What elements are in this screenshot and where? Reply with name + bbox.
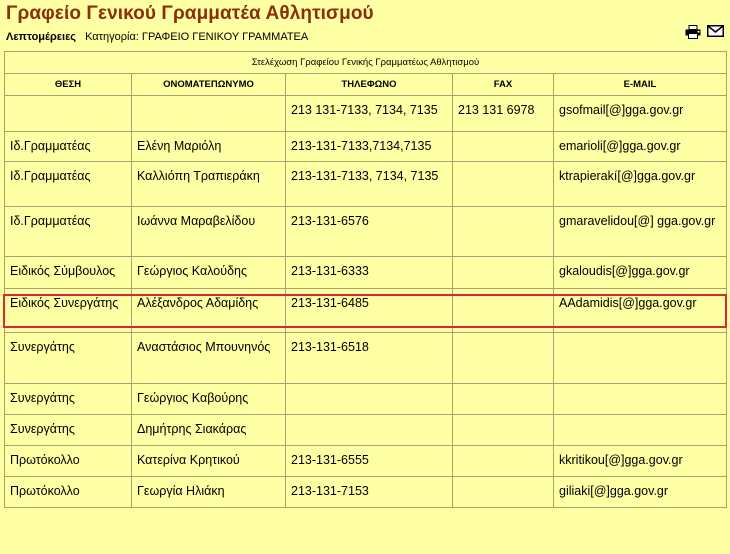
envelope-icon[interactable]: [707, 25, 724, 39]
table-caption: Στελέχωση Γραφείου Γενικής Γραμματέως Αθλητισμού: [5, 52, 727, 74]
fax-cell: [453, 446, 554, 477]
position-cell: Ειδικός Συνεργάτης: [5, 289, 132, 333]
phone-cell: 213-131-6333: [286, 257, 453, 289]
position-cell: Ειδικός Σύμβουλος: [5, 257, 132, 289]
name-cell: Δημήτρης Σιακάρας: [132, 415, 286, 446]
table-row: [5, 333, 727, 384]
email-cell[interactable]: kkritikou[@]gga.gov.gr: [554, 446, 727, 477]
table-row: [5, 162, 727, 207]
phone-cell: 213-131-7153: [286, 477, 453, 508]
fax-cell: [453, 477, 554, 508]
email-cell[interactable]: gsofmail[@]gga.gov.gr: [554, 96, 727, 132]
fax-cell: [453, 162, 554, 207]
page-title: Γραφείο Γενικού Γραμματέα Αθλητισμού: [6, 3, 374, 24]
email-cell[interactable]: gkaloudis[@]gga.gov.gr: [554, 257, 727, 289]
table-row: [5, 257, 727, 289]
table-row: [5, 384, 727, 415]
position-cell: Συνεργάτης: [5, 415, 132, 446]
email-cell[interactable]: emarioli[@]gga.gov.gr: [554, 132, 727, 162]
name-cell: Κατερίνα Κρητικού: [132, 446, 286, 477]
staff-table: [4, 51, 727, 508]
phone-cell: 213-131-6485: [286, 289, 453, 333]
position-cell: Συνεργάτης: [5, 384, 132, 415]
category-label: Κατηγορία: ΓΡΑΦΕΙΟ ΓΕΝΙΚΟΥ ΓΡΑΜΜΑΤΕΑ: [85, 31, 309, 43]
name-cell: Γεώργιος Καβούρης: [132, 384, 286, 415]
phone-cell: 213-131-6576: [286, 207, 453, 257]
position-cell: Συνεργάτης: [5, 333, 132, 384]
fax-cell: 213 131 6978: [453, 96, 554, 132]
fax-cell: [453, 384, 554, 415]
header-fax: FAX: [453, 74, 554, 96]
email-cell: [554, 415, 727, 446]
email-cell[interactable]: ktrapierakí[@]gga.gov.gr: [554, 162, 727, 207]
printer-icon[interactable]: [685, 25, 701, 39]
phone-cell: 213-131-7133,7134,7135: [286, 132, 453, 162]
header-row: [5, 74, 727, 96]
name-cell: [132, 96, 286, 132]
fax-cell: [453, 257, 554, 289]
caption-row: [5, 52, 727, 74]
name-cell: Αλέξανδρος Αδαμίδης: [132, 289, 286, 333]
details-label: Λεπτομέρειες: [6, 31, 77, 43]
toolbar: [685, 25, 724, 39]
email-cell[interactable]: AAdamidis[@]gga.gov.gr: [554, 289, 727, 333]
position-cell: Πρωτόκολλο: [5, 477, 132, 508]
name-cell: Γεώργιος Καλούδης: [132, 257, 286, 289]
table-row: [5, 415, 727, 446]
meta-line: [6, 31, 308, 43]
fax-cell: [453, 289, 554, 333]
header-phone: ΤΗΛΕΦΩΝΟ: [286, 74, 453, 96]
table-row: [5, 289, 727, 333]
fax-cell: [453, 207, 554, 257]
name-cell: Αναστάσιος Μπουνηνός: [132, 333, 286, 384]
email-cell[interactable]: giliaki[@]gga.gov.gr: [554, 477, 727, 508]
table-row: [5, 207, 727, 257]
name-cell: Καλλιόπη Τραπιεράκη: [132, 162, 286, 207]
phone-cell: 213-131-6555: [286, 446, 453, 477]
name-cell: Γεωργία Ηλιάκη: [132, 477, 286, 508]
name-cell: Ελένη Μαριόλη: [132, 132, 286, 162]
phone-cell: 213-131-6518: [286, 333, 453, 384]
position-cell: Ιδ.Γραμματέας: [5, 162, 132, 207]
name-cell: Ιωάννα Μαραβελίδου: [132, 207, 286, 257]
position-cell: [5, 96, 132, 132]
header-email: E-MAIL: [554, 74, 727, 96]
email-cell: [554, 384, 727, 415]
header-fullname: ΟΝΟΜΑΤΕΠΩΝΥΜΟ: [132, 74, 286, 96]
table-row: [5, 96, 727, 132]
fax-cell: [453, 415, 554, 446]
email-cell: [554, 333, 727, 384]
fax-cell: [453, 333, 554, 384]
position-cell: Πρωτόκολλο: [5, 446, 132, 477]
phone-cell: [286, 415, 453, 446]
table-row: [5, 477, 727, 508]
header-position: ΘΕΣΗ: [5, 74, 132, 96]
position-cell: Ιδ.Γραμματέας: [5, 207, 132, 257]
phone-cell: 213 131-7133, 7134, 7135: [286, 96, 453, 132]
phone-cell: 213-131-7133, 7134, 7135: [286, 162, 453, 207]
position-cell: Ιδ.Γραμματέας: [5, 132, 132, 162]
email-cell[interactable]: gmaravelidou[@] gga.gov.gr: [554, 207, 727, 257]
table-row: [5, 446, 727, 477]
fax-cell: [453, 132, 554, 162]
table-row: [5, 132, 727, 162]
phone-cell: [286, 384, 453, 415]
